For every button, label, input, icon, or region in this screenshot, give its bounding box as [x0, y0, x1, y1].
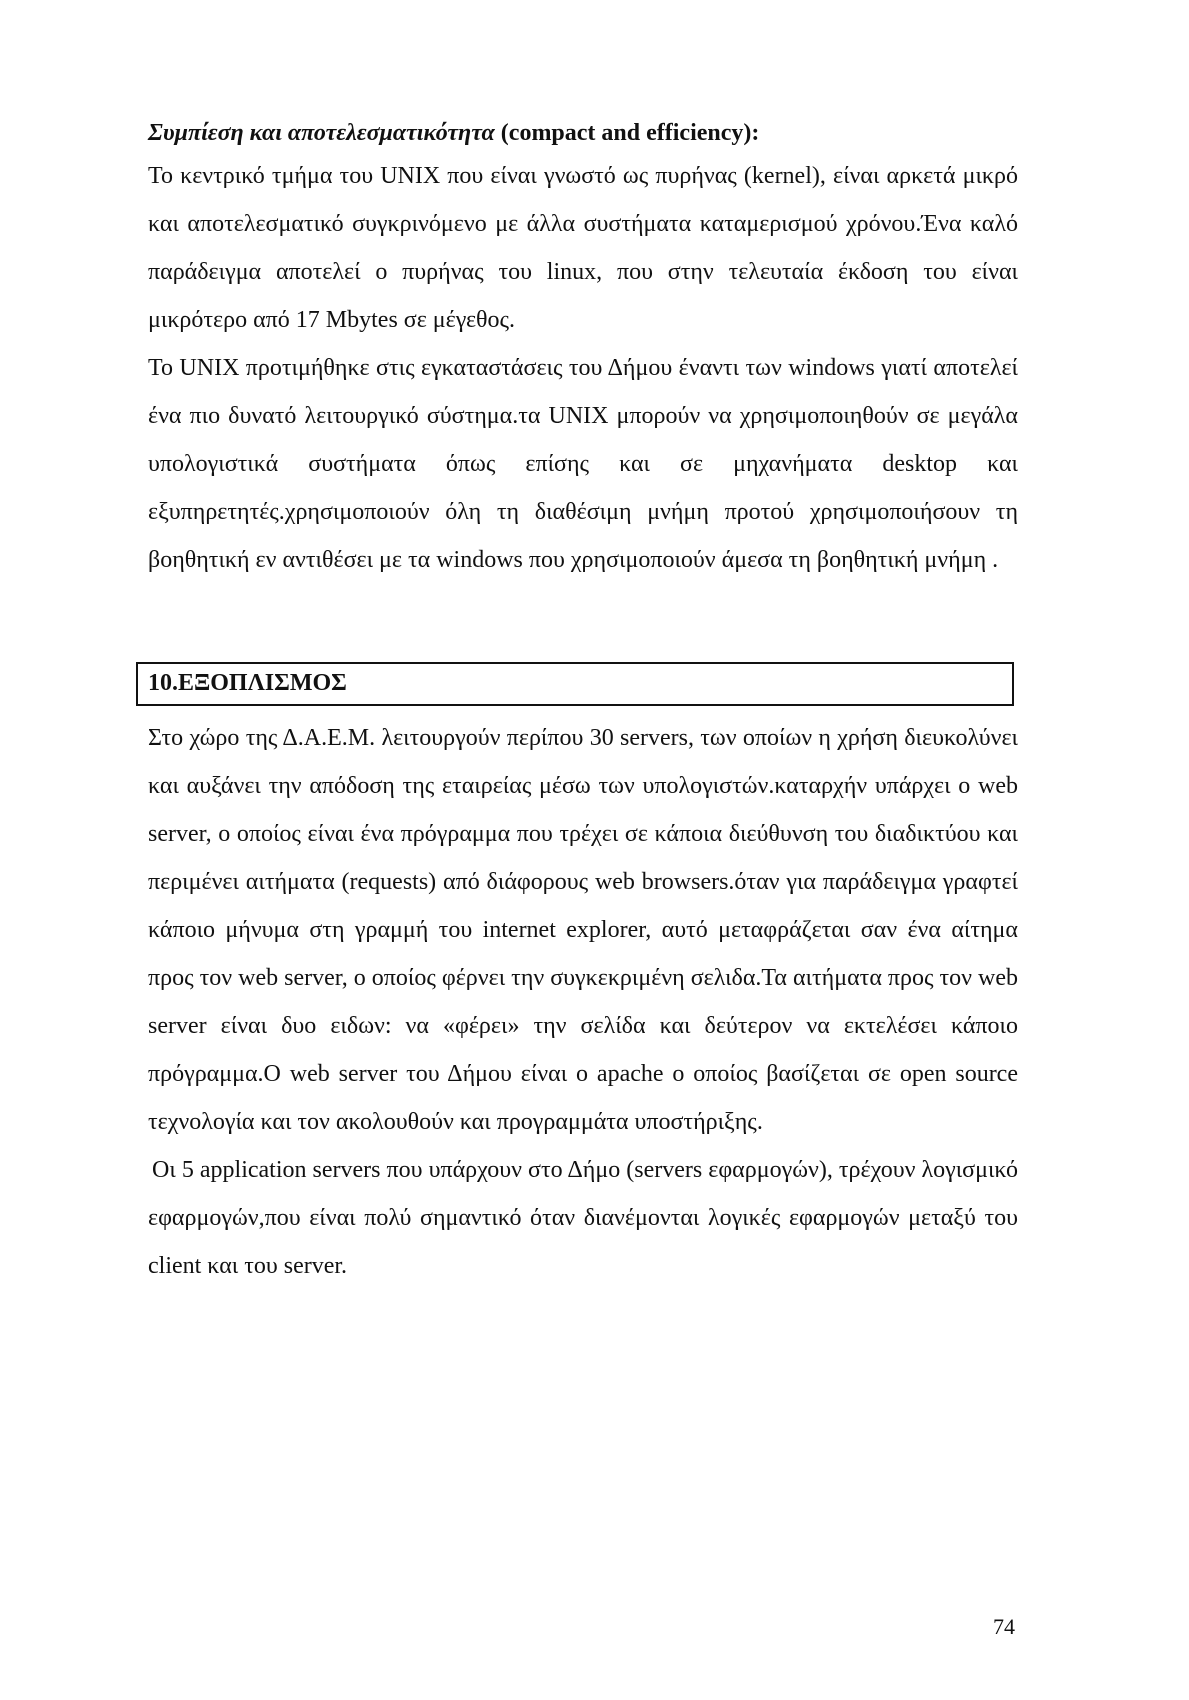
section-title-box: [136, 662, 1014, 706]
section-heading-compact-efficiency: [148, 118, 1018, 148]
page-content: [148, 118, 1018, 1290]
paragraph-application-servers: Οι 5 application servers που υπάρχουν στο Δήμο (servers εφαρμογών), τρέχουν λογισμικό εφαρμογών,που είναι πολύ σημαντικό όταν διανέμονται λογικές εφαρμογών μεταξύ του client και του server.: [148, 1157, 1018, 1279]
heading-latin-text: (compact and efficiency):: [500, 120, 760, 146]
paragraph-unix-preference: Το UNIX προτιμήθηκε στις εγκαταστάσεις του Δήμου έναντι των windows γιατί αποτελεί ένα πιο δυνατό λειτουργικό σύστημα.τα UNIX μπορούν να χρησιμοποιηθούν σε μεγάλα υπολογιστικά συστήματα όπως επίσης και σε μηχανήματα desktop και εξυπηρετητές.χρησιμοποιούν όλη τη διαθέσιμη μνήμη προτού χρησιμοποιήσουν τη βοηθητική εν αντιθέσει με τα windows που χρησιμοποιούν άμεσα τη βοηθητική μνήμη .: [148, 355, 1019, 573]
paragraph-servers: Στο χώρο της Δ.Α.Ε.Μ. λειτουργούν περίπου 30 servers, των οποίων η χρήση διευκολύνει και αυξάνει την απόδοση της εταιρείας μέσω των υπολογιστών.καταρχήν υπάρχει ο web server, ο οποίος είναι ένα πρόγραμμα που τρέχει σε κάποια διεύθυνση του διαδικτύου και περιμένει αιτήματα (requests) από διάφορους web browsers.όταν για παράδειγμα γραφτεί κάποιο μήνυμα στη γραμμή του internet explorer, αυτό μεταφράζεται σαν ένα αίτημα προς τον web server, ο οποίος φέρνει την συγκεκριμένη σελιδα.Τα αιτήματα προς τον web server είναι δυο ειδων: να «φέρει» την σελίδα και δεύτερον να εκτελέσει κάποιο πρόγραμμα.Ο web server του Δήμου είναι ο apache ο οποίος βασίζεται σε open source τεχνολογία και τον ακολουθούν και προγραμμάτα υποστήριξης.: [148, 725, 1018, 1135]
paragraph-kernel: Το κεντρικό τμήμα του UNIX που είναι γνωστό ως πυρήνας (kernel), είναι αρκετά μικρό και αποτελεσματικό συγκρινόμενο με άλλα συστήματα καταμερισμού χρόνου.Ένα καλό παράδειγμα αποτελεί ο πυρήνας του linux, που στην τελευταία έκδοση του είναι μικρότερο από 17 Mbytes σε μέγεθος.: [148, 163, 1018, 333]
spacer: [148, 584, 1018, 662]
page-number: 74: [993, 1614, 1015, 1639]
section-title-equipment: 10.ΕΞΟΠΛΙΣΜΟΣ: [148, 670, 347, 696]
spacer: [148, 706, 1018, 714]
heading-greek-text: Συμπίεση και αποτελεσματικότητα: [148, 120, 495, 146]
